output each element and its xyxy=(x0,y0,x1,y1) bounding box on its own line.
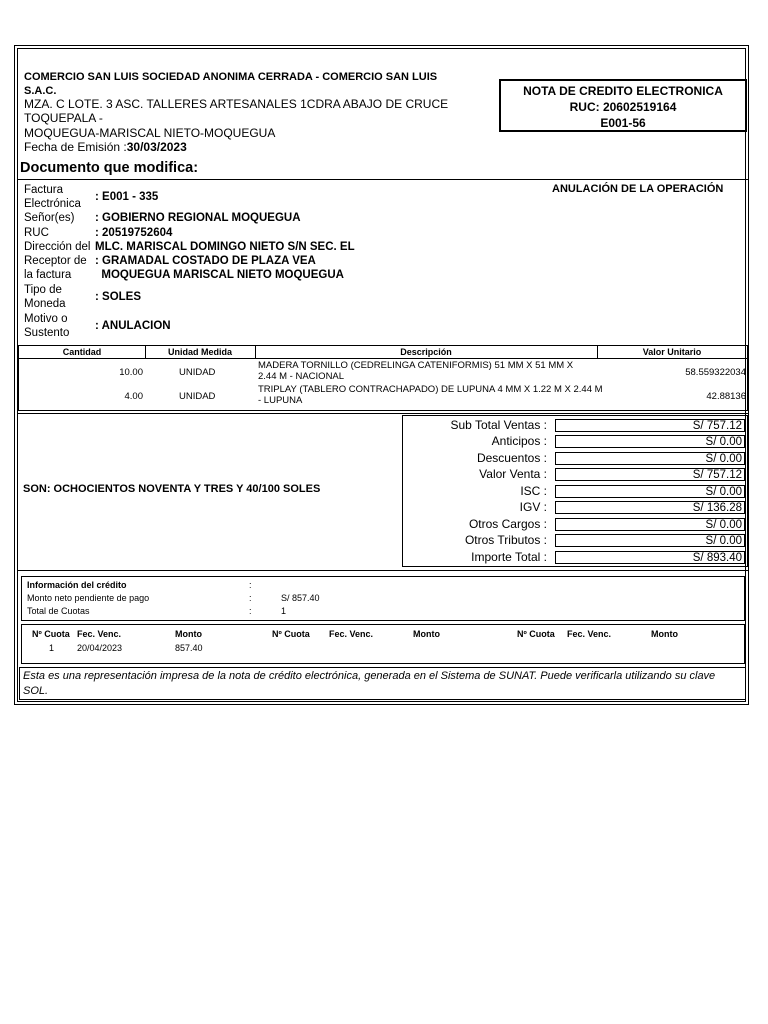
credit-monto-value: S/ 857.40 xyxy=(281,593,320,603)
document-type: NOTA DE CREDITO ELECTRONICA xyxy=(523,84,723,98)
total-value: S/ 757.12 xyxy=(555,468,745,481)
label-factura: Factura Electrónica xyxy=(24,184,81,210)
divider xyxy=(18,179,748,180)
issuer-address-1: MZA. C LOTE. 3 ASC. TALLERES ARTESANALES 1CDRA ABAJO DE CRUCE TOQUEPALA - xyxy=(24,97,449,125)
credit-cuotas-value: 1 xyxy=(281,606,287,616)
header-monto: Monto xyxy=(413,629,440,639)
total-label: Otros Tributos : xyxy=(464,533,547,547)
label-moneda: Tipo de Moneda xyxy=(24,284,66,310)
total-value: S/ 893.40 xyxy=(555,551,745,564)
issue-date xyxy=(24,140,187,154)
total-label: Descuentos : xyxy=(476,451,547,465)
cuota-date: 20/04/2023 xyxy=(77,643,123,653)
total-label: Otros Cargos : xyxy=(468,517,547,531)
issuer-name: COMERCIO SAN LUIS SOCIEDAD ANONIMA CERRADA - COMERCIO SAN LUIS S.A.C. xyxy=(24,71,438,97)
table-header-divider xyxy=(19,358,747,359)
header-nro-cuota: Nº Cuota xyxy=(517,629,555,639)
total-value: S/ 757.12 xyxy=(555,419,745,432)
cell-price: 58.559322034 xyxy=(685,367,746,378)
credit-colon: : xyxy=(249,606,252,616)
totals-box xyxy=(402,415,748,567)
cell-unit: UNIDAD xyxy=(179,367,216,378)
cell-qty: 4.00 xyxy=(124,391,143,402)
total-label: ISC : xyxy=(520,484,547,498)
total-value: S/ 0.00 xyxy=(555,485,745,498)
header-nro-cuota: Nº Cuota xyxy=(32,629,70,639)
issuer-address-2: MOQUEGUA-MARISCAL NIETO-MOQUEGUA xyxy=(24,126,276,140)
total-label: Anticipos : xyxy=(491,434,547,448)
credit-monto-label: Monto neto pendiente de pago xyxy=(27,593,150,603)
cell-desc: TRIPLAY (TABLERO CONTRACHAPADO) DE LUPUNA 4 MM X 1.22 M X 2.44 M - LUPUNA xyxy=(258,384,603,406)
header-descripcion: Descripción xyxy=(400,347,452,357)
header-monto: Monto xyxy=(175,629,202,639)
total-label: Sub Total Ventas : xyxy=(450,418,547,432)
header-valor-unitario: Valor Unitario xyxy=(642,347,702,357)
cell-price: 42.88136 xyxy=(706,391,746,402)
label-ruc: RUC xyxy=(24,227,49,239)
items-table xyxy=(18,345,748,411)
label-motivo: Motivo o Sustento xyxy=(24,313,70,339)
issuer-ruc: RUC: 20602519164 xyxy=(569,100,677,114)
header-monto: Monto xyxy=(651,629,678,639)
cuota-amount: 857.40 xyxy=(175,643,203,653)
amount-in-words: SON: OCHOCIENTOS NOVENTA Y TRES Y 40/100 SOLES xyxy=(23,483,321,495)
footer-note: Esta es una representación impresa de la nota de crédito electrónica, generada en el Sistema de SUNAT. Puede verificarla utilizando su clave SOL. xyxy=(19,667,746,700)
header-fec-venc: Fec. Venc. xyxy=(77,629,122,639)
total-value: S/ 136.28 xyxy=(555,501,745,514)
cuota-number: 1 xyxy=(49,643,55,653)
issue-date-label: Fecha de Emisión : xyxy=(24,140,127,154)
credit-colon: : xyxy=(249,580,252,590)
cell-desc: MADERA TORNILLO (CEDRELINGA CATENIFORMIS) 51 MM X 51 MM X 2.44 M - NACIONAL xyxy=(258,360,574,382)
document-number: E001-56 xyxy=(600,116,646,130)
divider xyxy=(18,570,748,571)
header-unidad: Unidad Medida xyxy=(167,347,232,357)
modifies-title: Documento que modifica: xyxy=(20,160,199,176)
value-factura: : E001 - 335 xyxy=(95,191,159,203)
issue-date-value: 30/03/2023 xyxy=(126,140,187,154)
label-senores: Señor(es) xyxy=(24,212,75,224)
credit-info-box xyxy=(21,576,745,621)
total-value: S/ 0.00 xyxy=(555,435,745,448)
header-nro-cuota: Nº Cuota xyxy=(272,629,310,639)
credit-colon: : xyxy=(249,593,252,603)
value-senores: : GOBIERNO REGIONAL MOQUEGUA xyxy=(95,212,301,224)
header-cantidad: Cantidad xyxy=(62,347,102,357)
cuotas-table xyxy=(21,624,745,664)
total-label: Importe Total : xyxy=(471,550,547,564)
credit-cuotas-label: Total de Cuotas xyxy=(27,606,90,616)
total-value: S/ 0.00 xyxy=(555,518,745,531)
total-value: S/ 0.00 xyxy=(555,534,745,547)
header-fec-venc: Fec. Venc. xyxy=(567,629,612,639)
operation-label: ANULACIÓN DE LA OPERACIÓN xyxy=(552,183,724,195)
total-value: S/ 0.00 xyxy=(555,452,745,465)
label-direccion: Dirección del Receptor de la factura xyxy=(24,241,91,281)
document-id-box xyxy=(499,79,747,132)
header-fec-venc: Fec. Venc. xyxy=(329,629,374,639)
divider xyxy=(18,413,748,414)
value-motivo: : ANULACION xyxy=(95,320,171,332)
total-label: IGV : xyxy=(519,500,547,514)
total-label: Valor Venta : xyxy=(479,467,547,481)
value-moneda: : SOLES xyxy=(95,291,142,303)
cell-qty: 10.00 xyxy=(119,367,143,378)
value-ruc: : 20519752604 xyxy=(95,227,173,239)
cell-unit: UNIDAD xyxy=(179,391,216,402)
value-direccion: MLC. MARISCAL DOMINGO NIETO S/N SEC. EL : GRAMADAL COSTADO DE PLAZA VEA MOQUEGUA MARISCAL NIETO MOQUEGUA xyxy=(95,241,355,281)
credit-title: Información del crédito xyxy=(27,580,127,590)
